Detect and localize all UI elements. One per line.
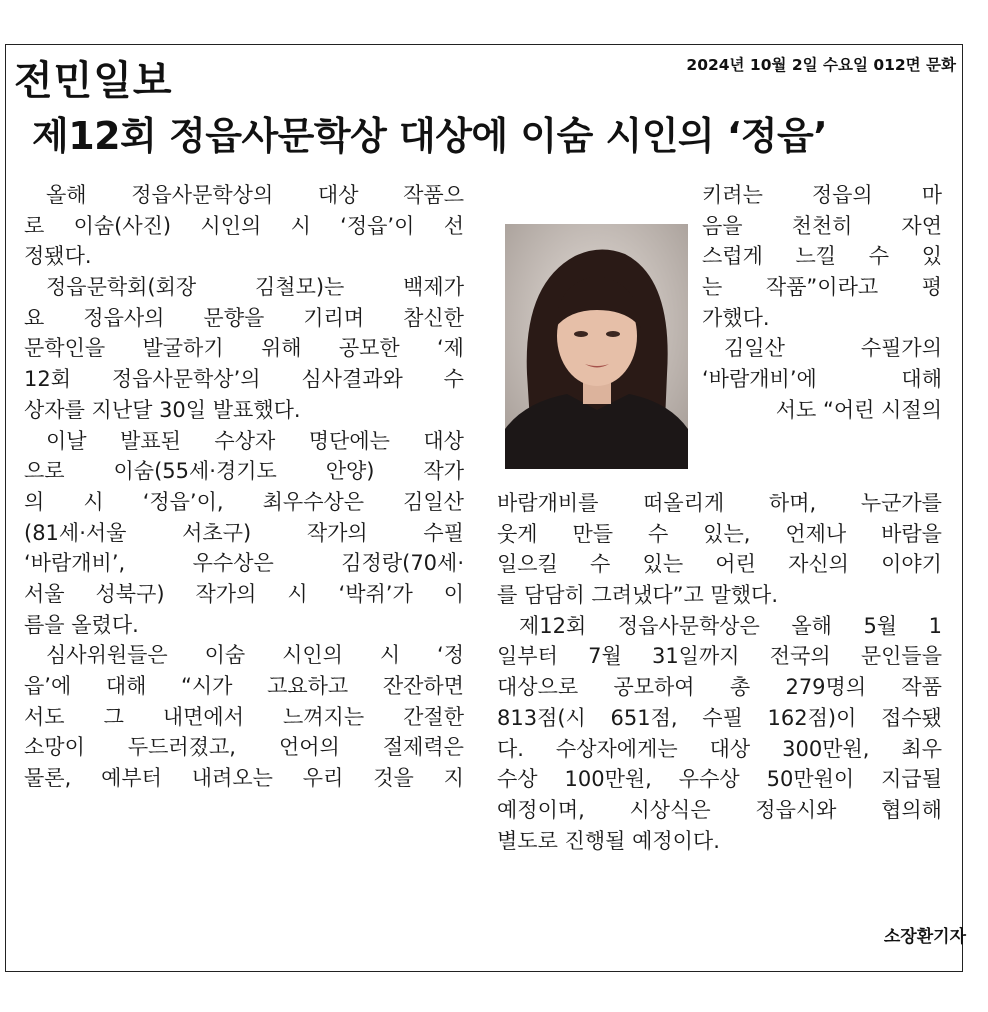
body-word: 기리며: [303, 305, 365, 330]
body-word: 있: [921, 244, 942, 269]
body-word: 언어의: [278, 735, 340, 760]
body-word: 명단에는: [308, 428, 390, 453]
body-word: 이야기: [881, 552, 942, 577]
body-word: 참신한: [403, 305, 464, 330]
body-line: 서도 “어린 시절의: [775, 397, 942, 422]
body-word: ‘정읍’이,: [142, 489, 224, 514]
body-word: 공모한: [338, 336, 400, 361]
body-word: 일부터: [497, 644, 558, 669]
body-word: 백제가: [403, 275, 464, 300]
body-line: [497, 795, 942, 826]
body-word: 물론,: [24, 766, 72, 791]
body-word: 제12회: [519, 613, 587, 638]
body-word: 5월: [863, 613, 898, 638]
body-word: 만들: [572, 521, 614, 546]
body-word: 마: [921, 183, 942, 207]
body-word: 시: [83, 489, 104, 514]
body-word: 있는: [642, 552, 684, 577]
body-word: 소망이: [24, 735, 85, 760]
body-line: [24, 579, 464, 610]
body-word: 수상자에게는: [555, 736, 678, 761]
body-word: 작가의: [306, 520, 368, 545]
body-word: 스럽게: [702, 244, 763, 269]
body-word: 떠올리게: [643, 491, 725, 515]
body-word: 대상: [317, 183, 359, 207]
body-word: 바람개비를: [497, 491, 599, 515]
body-word: 300만원,: [782, 736, 870, 761]
body-word: 작가: [423, 459, 464, 484]
body-line: [24, 426, 464, 457]
article-column-right-top: [702, 180, 942, 426]
body-word: 로: [24, 213, 45, 238]
body-word: 읍’에: [24, 674, 72, 698]
body-word: 시인의: [200, 213, 262, 238]
body-line: [24, 456, 464, 487]
body-word: 정읍문학회(회장: [46, 275, 197, 300]
body-word: ‘박쥐’가: [338, 581, 413, 606]
body-word: 작가의: [195, 581, 257, 606]
body-line: [24, 364, 464, 395]
body-word: 느껴지는: [282, 704, 365, 729]
article-column-left: [24, 180, 464, 794]
body-word: 심사결과와: [301, 367, 403, 392]
body-line: [702, 272, 942, 303]
body-word: 음을: [702, 213, 743, 238]
body-word: 공모하여: [613, 675, 695, 700]
body-word: 지: [443, 766, 464, 791]
body-word: 협의해: [881, 797, 942, 822]
body-line: [497, 549, 942, 580]
body-word: 언제나: [785, 521, 847, 546]
body-word: 우수상은: [192, 551, 274, 576]
body-word: 수상자: [214, 428, 276, 453]
body-line: 별도로 진행될 예정이다.: [497, 828, 720, 853]
body-word: 대해: [901, 367, 942, 392]
body-word: 수: [590, 552, 611, 577]
body-line: [24, 671, 464, 702]
body-word: 이숨(55세·경기도: [113, 459, 277, 484]
body-line: [24, 180, 464, 211]
body-word: 12회: [24, 367, 72, 392]
body-word: 이날: [46, 428, 87, 453]
body-line: 정됐다.: [24, 244, 92, 269]
body-word: 발표된: [120, 428, 181, 453]
body-line: [24, 548, 464, 579]
body-line: [24, 303, 464, 334]
body-line: [24, 487, 464, 518]
body-word: 천천히: [791, 213, 853, 238]
body-word: 수필: [702, 705, 743, 730]
body-word: 전국의: [769, 644, 831, 669]
body-word: 시: [379, 643, 401, 668]
body-word: 접수됐: [881, 705, 942, 730]
body-word: 서울: [24, 581, 65, 606]
body-word: 수: [647, 521, 669, 546]
body-word: 651점,: [610, 705, 678, 730]
body-line: [702, 241, 942, 272]
photo-eye: [574, 331, 588, 337]
body-word: 김일산: [724, 336, 785, 361]
body-line: [24, 272, 464, 303]
body-word: 으로: [24, 459, 65, 484]
body-line: [24, 702, 464, 733]
body-word: 대상: [423, 428, 464, 453]
body-word: 내려오는: [191, 766, 273, 791]
body-word: 50만원이: [766, 767, 855, 792]
body-word: 수필가의: [860, 336, 942, 361]
body-word: 813점(시: [497, 705, 586, 730]
body-word: 는: [702, 275, 723, 300]
body-word: 정읍의: [811, 183, 873, 207]
body-word: 최우: [901, 736, 942, 761]
body-line: [24, 211, 464, 242]
body-word: 고요하고: [267, 674, 349, 698]
body-word: 예정이며,: [497, 797, 585, 822]
issue-meta: 2024년 10월 2일 수요일 012면 문화: [686, 56, 956, 74]
body-word: 심사위원들은: [46, 643, 168, 668]
body-word: 총: [729, 675, 751, 700]
body-word: 잔잔하면: [382, 674, 464, 698]
body-word: 시상식은: [629, 797, 711, 822]
article-column-right-bottom: [497, 488, 942, 856]
body-word: 수: [443, 367, 464, 392]
body-word: 문학인을: [24, 336, 106, 361]
body-word: 시인의: [282, 643, 343, 668]
body-word: 서초구): [182, 520, 252, 545]
body-word: 누군가를: [860, 491, 942, 515]
body-word: ‘바람개비’에: [702, 367, 817, 392]
body-word: 키려는: [702, 183, 763, 207]
body-word: 내면에서: [162, 704, 244, 729]
body-line: 를 담담히 그려냈다”고 말했다.: [497, 583, 779, 608]
body-line: [497, 611, 942, 642]
body-word: 그: [103, 704, 124, 729]
body-word: 두드러졌고,: [127, 735, 236, 760]
body-word: 절제력은: [382, 735, 464, 760]
body-line: [24, 640, 464, 671]
body-word: 수: [868, 244, 890, 269]
body-word: 올해: [46, 183, 87, 207]
body-word: 웃게: [497, 521, 538, 546]
body-word: 안양): [325, 459, 375, 484]
body-line: [497, 519, 942, 550]
body-line: [702, 211, 942, 242]
body-word: 시: [290, 213, 311, 238]
body-word: 요: [24, 305, 45, 330]
body-word: 1: [928, 613, 942, 638]
body-word: 올해: [791, 613, 832, 638]
body-line: [497, 734, 942, 765]
body-word: “시가: [181, 674, 233, 698]
byline: [884, 922, 966, 947]
body-word: 수필: [423, 520, 464, 545]
body-line: [497, 703, 942, 734]
body-word: 이숨: [204, 643, 246, 668]
body-word: 느낄: [795, 244, 837, 269]
body-word: 정읍사문학상은: [617, 613, 760, 638]
body-line: [702, 180, 942, 211]
body-line: 가했다.: [702, 305, 770, 330]
body-word: 김정랑(70세·: [341, 551, 464, 576]
body-word: 김철모)는: [255, 275, 345, 300]
body-word: (81세·서울: [24, 520, 127, 545]
body-word: 작품으: [403, 183, 464, 207]
body-line: [497, 672, 942, 703]
body-word: 의: [24, 489, 45, 514]
body-line: [497, 764, 942, 795]
body-word: 7월: [588, 644, 622, 669]
body-word: 자연: [901, 213, 942, 238]
photo-eye: [606, 331, 620, 337]
body-word: 정읍사문학상의: [131, 183, 274, 207]
body-word: 최우수상은: [262, 489, 365, 514]
body-word: 어린: [715, 552, 756, 577]
body-word: 문향을: [203, 305, 265, 330]
body-word: 대해: [105, 674, 147, 698]
body-word: 정읍시와: [755, 797, 837, 822]
body-word: 평: [921, 275, 942, 300]
body-word: 31일까지: [651, 644, 740, 669]
body-line: 상자를 지난달 30일 발표했다.: [24, 397, 301, 422]
body-line: [702, 364, 942, 395]
body-word: 279명의: [785, 675, 867, 700]
body-line: [24, 763, 464, 794]
body-word: 이숨(사진): [73, 213, 172, 238]
body-line: [497, 488, 942, 519]
body-word: ‘제: [437, 336, 464, 361]
body-line: [24, 333, 464, 364]
portrait-photo-icon: [505, 224, 688, 469]
body-word: 우리: [302, 766, 344, 791]
body-line: 름을 올렸다.: [24, 612, 139, 637]
body-word: 하며,: [768, 491, 817, 515]
newspaper-name: 전민일보: [14, 57, 173, 104]
body-word: 김일산: [403, 489, 464, 514]
body-word: 발굴하기: [142, 336, 224, 361]
body-line: [497, 641, 942, 672]
body-word: 100만원,: [564, 767, 652, 792]
body-word: 일으킬: [497, 552, 558, 577]
body-word: 다.: [497, 736, 524, 761]
body-line: [24, 518, 464, 549]
body-word: 대상: [709, 736, 751, 761]
body-word: 선: [443, 213, 464, 238]
body-line: [24, 732, 464, 763]
body-word: 시: [287, 581, 308, 606]
body-word: 있는,: [703, 521, 751, 546]
body-word: 자신의: [788, 552, 849, 577]
body-word: 바람을: [881, 521, 942, 546]
body-word: 예부터: [101, 766, 162, 791]
reporter-name: 소장환기자: [883, 927, 966, 947]
body-word: 162점)이: [767, 705, 857, 730]
body-word: 간절한: [403, 704, 464, 729]
body-word: 수상: [497, 767, 538, 792]
body-word: ‘정읍’이: [340, 213, 415, 238]
body-line: [702, 333, 942, 364]
body-word: ‘바람개비’,: [24, 551, 126, 576]
body-word: 것을: [373, 766, 414, 791]
body-word: 우수상: [678, 767, 740, 792]
article-headline: 제12회 정읍사문학상 대상에 이숨 시인의 ‘정읍’: [32, 114, 828, 158]
body-word: 작품: [901, 675, 942, 700]
body-word: 대상으로: [497, 675, 579, 700]
body-word: 작품”이라고: [765, 275, 879, 300]
body-word: 이: [443, 581, 464, 606]
body-word: 문인들을: [860, 644, 942, 669]
body-word: 지급될: [881, 767, 942, 792]
body-word: 서도: [24, 704, 65, 729]
body-word: 정읍사문학상’의: [111, 367, 261, 392]
body-word: ‘정: [437, 643, 464, 668]
body-word: 정읍사의: [83, 305, 165, 330]
body-word: 성북구): [95, 581, 165, 606]
body-word: 위해: [260, 336, 302, 361]
